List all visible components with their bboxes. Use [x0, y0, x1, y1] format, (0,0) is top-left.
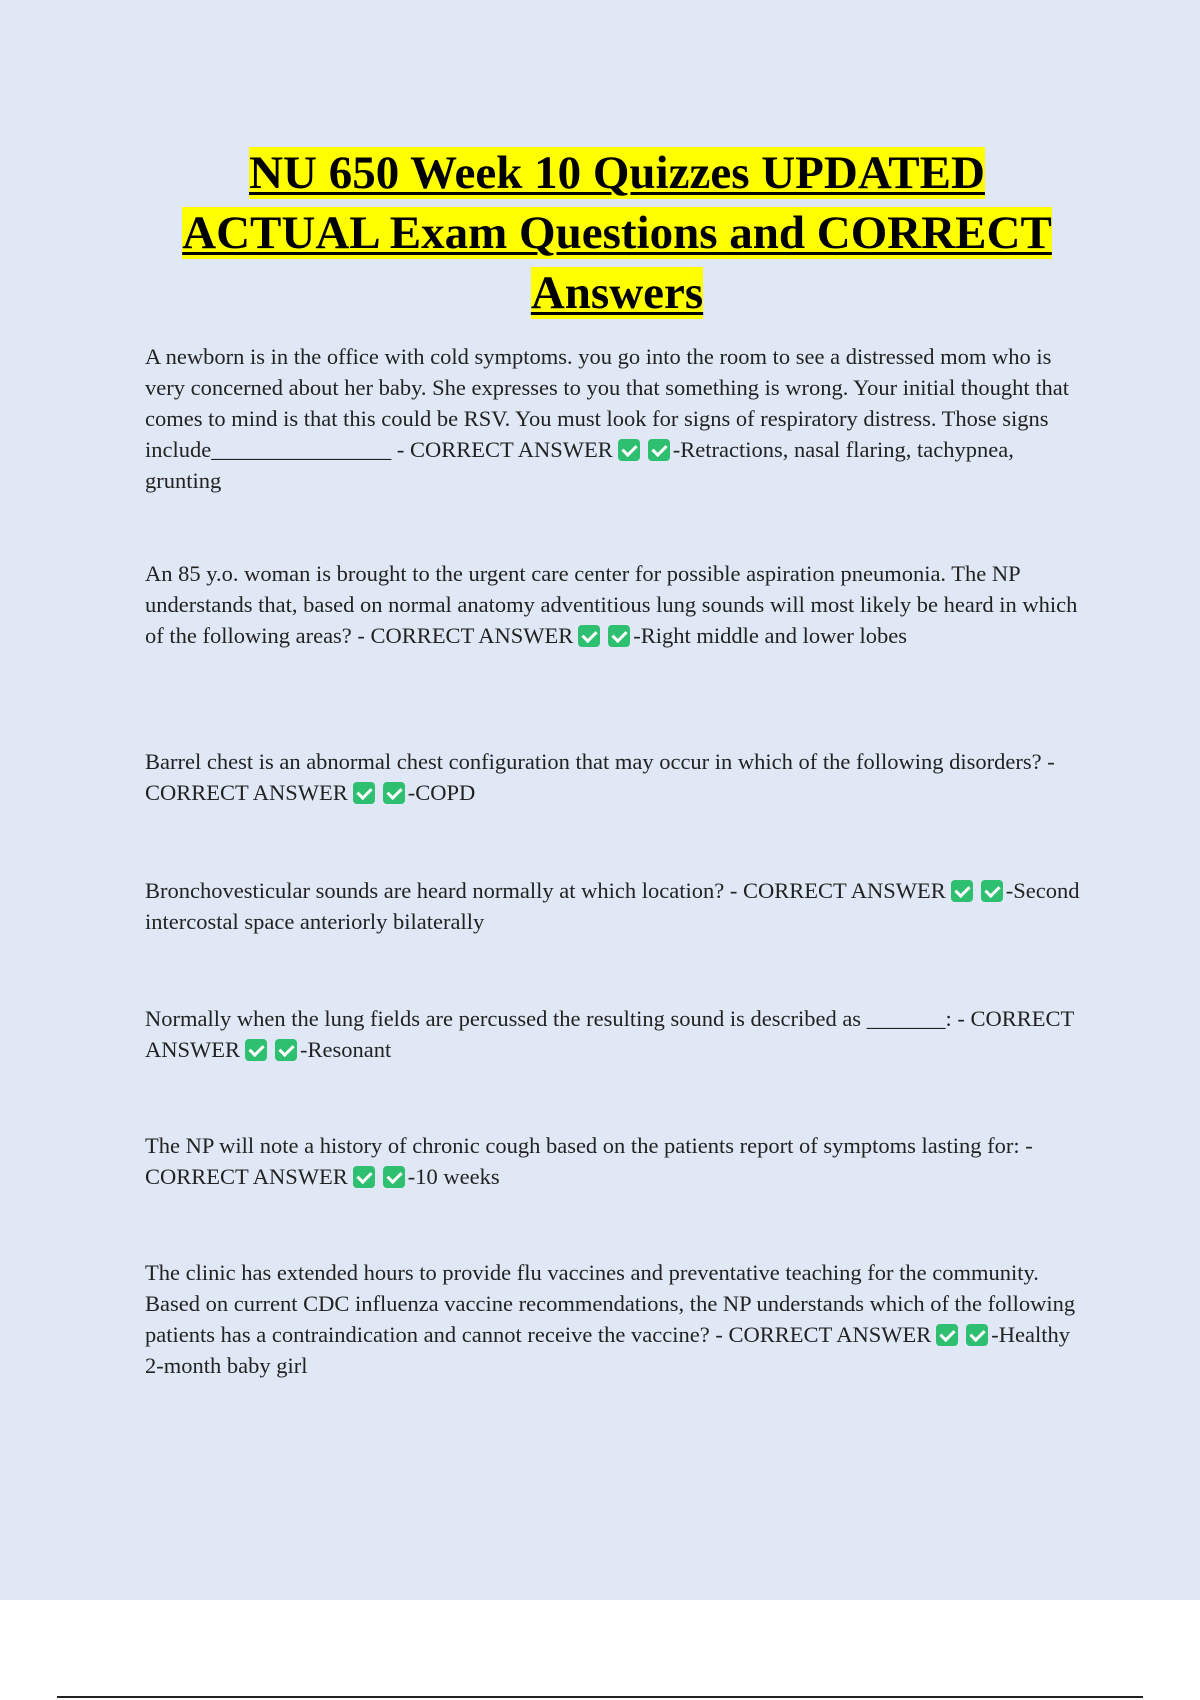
check-mark-icon: [981, 880, 1003, 902]
qa-item-6: The NP will note a history of chronic cough based on the patients report of symptoms lasting for: - CORRECT ANSWER -10 weeks: [145, 1133, 1033, 1189]
check-mark-icon: [383, 782, 405, 804]
question-text: Barrel chest is an abnormal chest configuration that may occur in which of the following disorders?: [145, 749, 1042, 774]
correct-answer-label: CORRECT ANSWER: [370, 623, 574, 648]
title-line-1: NU 650 Week 10 Quizzes UPDATED: [249, 147, 985, 199]
correct-answer-label: CORRECT ANSWER: [145, 1006, 1074, 1062]
correct-answer-label: CORRECT ANSWER: [409, 437, 613, 462]
answer-text: Retractions, nasal flaring, tachypnea, grunting: [145, 437, 1014, 493]
qa-item-5: Normally when the lung fields are percussed the resulting sound is described as _______: - CORRECT ANSWER -Resonant: [145, 1006, 1074, 1062]
check-mark-icon: [245, 1039, 267, 1061]
qa-item-3: Barrel chest is an abnormal chest configuration that may occur in which of the following disorders? - CORRECT ANSWER -COPD: [145, 749, 1055, 805]
check-mark-icon: [618, 439, 640, 461]
check-mark-icon: [353, 1166, 375, 1188]
answer-text: Resonant: [307, 1037, 392, 1062]
correct-answer-label: CORRECT ANSWER: [728, 1322, 932, 1347]
question-text: The clinic has extended hours to provide flu vaccines and preventative teaching for the community. Based on current CDC influenza vaccine recommendations, the NP understands which of the following patients has a contraindication and cannot receive the vaccine?: [145, 1260, 1076, 1347]
question-text: The NP will note a history of chronic cough based on the patients report of symptoms lasting for:: [145, 1133, 1020, 1158]
correct-answer-label: CORRECT ANSWER: [145, 1164, 348, 1189]
check-mark-icon: [966, 1324, 988, 1346]
question-text: Bronchovesticular sounds are heard normally at which location?: [145, 878, 725, 903]
qa-item-7: The clinic has extended hours to provide flu vaccines and preventative teaching for the community. Based on current CDC influenza vaccine recommendations, the NP understands which of the following patients has a contraindication and cannot receive the vaccine? - CORRECT ANSWER -Healthy 2-month baby girl: [145, 1260, 1076, 1378]
check-mark-icon: [951, 880, 973, 902]
check-mark-icon: [578, 625, 600, 647]
check-mark-icon: [936, 1324, 958, 1346]
question-text: A newborn is in the office with cold symptoms. you go into the room to see a distressed mom who is very concerned about her baby. She expresses to you that something is wrong. Your initial thought that comes to mind is that this could be RSV. You must look for signs of respiratory distress. Those signs include________________: [145, 344, 1070, 462]
answer-text: Healthy 2-month baby girl: [145, 1322, 1070, 1378]
check-mark-icon: [275, 1039, 297, 1061]
title-line-2: ACTUAL Exam Questions and CORRECT: [182, 207, 1052, 259]
bottom-divider: [57, 1696, 1143, 1698]
check-mark-icon: [353, 782, 375, 804]
check-mark-icon: [648, 439, 670, 461]
answer-text: Second intercostal space anteriorly bilaterally: [145, 878, 1080, 934]
check-mark-icon: [383, 1166, 405, 1188]
correct-answer-label: CORRECT ANSWER: [145, 780, 348, 805]
answer-text: Right middle and lower lobes: [640, 623, 908, 648]
qa-item-4: Bronchovesticular sounds are heard normally at which location? - CORRECT ANSWER -Second intercostal space anteriorly bilaterally: [145, 878, 1080, 934]
qa-item-1: A newborn is in the office with cold symptoms. you go into the room to see a distressed mom who is very concerned about her baby. She expresses to you that something is wrong. Your initial thought that comes to mind is that this could be RSV. You must look for signs of respiratory distress. Those signs include________________ - CORRECT ANSWER -Retractions, nasal flaring, tachypnea, grunting: [145, 344, 1070, 493]
title-line-3: Answers: [530, 267, 704, 319]
document-title: [100, 143, 1134, 323]
answer-text: COPD: [415, 780, 476, 805]
qa-item-2: An 85 y.o. woman is brought to the urgent care center for possible aspiration pneumonia. The NP understands that, based on normal anatomy adventitious lung sounds will most likely be heard in which of the following areas? - CORRECT ANSWER -Right middle and lower lobes: [145, 561, 1078, 648]
correct-answer-label: CORRECT ANSWER: [742, 878, 946, 903]
check-mark-icon: [608, 625, 630, 647]
question-text: Normally when the lung fields are percussed the resulting sound is described as _______:: [145, 1006, 952, 1031]
question-text: An 85 y.o. woman is brought to the urgent care center for possible aspiration pneumonia. The NP understands that, based on normal anatomy adventitious lung sounds will most likely be heard in which of the following areas?: [145, 561, 1078, 648]
answer-text: 10 weeks: [415, 1164, 500, 1189]
